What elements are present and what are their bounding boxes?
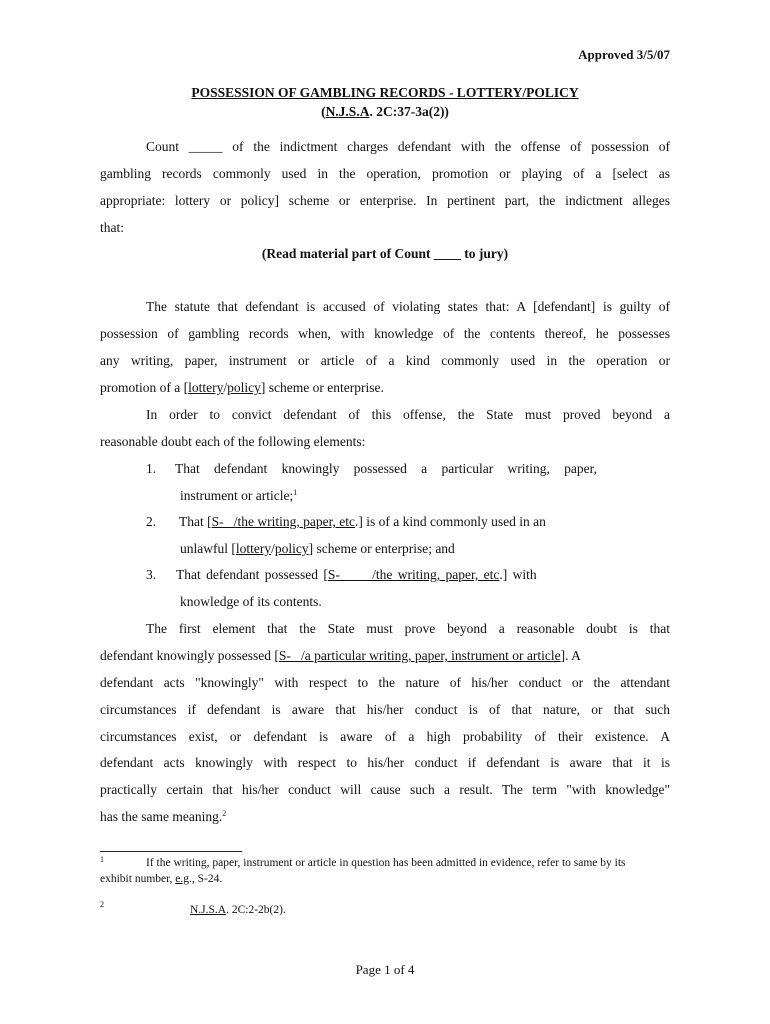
para1-line-1: Count _____ of the indictment charges defendant with the offense of possession of — [146, 139, 670, 154]
convict-line-2: reasonable doubt each of the following elements: — [100, 434, 366, 449]
first-element-line-8 — [100, 809, 670, 825]
first-element-l2-b: ]. A — [560, 648, 581, 663]
statute-line-1: The statute that defendant is accused of violating states that: A [defendant] is guilty of — [146, 299, 670, 314]
element-2-l2-a: unlawful [ — [180, 541, 236, 556]
footnote-1-l2-b: ., S-24. — [188, 873, 223, 885]
para1-line-4: that: — [100, 220, 124, 235]
statute-lottery: lottery — [188, 380, 224, 395]
element-3-number: 3. — [146, 567, 157, 582]
element-2-policy: policy — [274, 541, 309, 556]
footnote-1-eg: e.g — [175, 873, 189, 885]
page-number: Page 1 of 4 — [355, 962, 415, 977]
footnote-ref-1[interactable]: 1 — [293, 488, 298, 497]
first-element-item: S- /a particular writing, paper, instrument or article — [278, 648, 561, 663]
element-3-line-1 — [176, 567, 600, 583]
citation-abbr: N.J.S.A — [325, 104, 370, 119]
element-1-line-2 — [180, 488, 600, 504]
statute-policy: policy — [227, 380, 261, 395]
element-2-number: 2. — [146, 514, 157, 529]
element-3-b: .] with — [499, 567, 537, 582]
para1-line-3: appropriate: lottery or policy] scheme or enterprise. In pertinent part, the indictment alleges — [100, 193, 670, 208]
title-line-1: POSSESSION OF GAMBLING RECORDS - LOTTERY/POLICY — [191, 85, 579, 100]
convict-line-1: In order to convict defendant of this offense, the State must proved beyond a — [146, 407, 670, 422]
footnote-1-number: 1 — [100, 855, 104, 864]
statute-line-4 — [100, 380, 670, 396]
element-1-number: 1. — [146, 461, 157, 476]
statute-slash: / — [223, 380, 228, 395]
footnote-2-line — [190, 904, 490, 916]
para1-line-2: gambling records commonly used in the operation, promotion or playing of a [select as — [100, 166, 670, 181]
element-1-text: instrument or article; — [180, 488, 294, 503]
first-element-line-7: practically certain that his/her conduct will cause such a result. The term "with knowledge" — [100, 782, 670, 797]
first-element-line-4: circumstances if defendant is aware that his/her conduct is of that nature, or that such — [100, 702, 670, 717]
read-material-instruction: (Read material part of Count ____ to jury) — [261, 246, 509, 261]
element-3-a: That defendant possessed [ — [176, 567, 328, 582]
element-2-lottery: lottery — [235, 541, 272, 556]
element-2-line-1 — [179, 514, 599, 530]
first-element-line-3: defendant acts "knowingly" with respect to the nature of his/her conduct or the attendant — [100, 675, 670, 690]
footnote-1-line-1: If the writing, paper, instrument or article in question has been admitted in evidence, refer to same by its — [146, 857, 626, 869]
footnote-2-number: 2 — [100, 900, 104, 909]
footnote-ref-2[interactable]: 2 — [222, 809, 227, 818]
statute-citation — [0, 104, 770, 120]
footnote-separator — [100, 851, 242, 852]
statute-l4-b: ] scheme or enterprise. — [260, 380, 384, 395]
element-2-item: S- /the writing, paper, etc — [211, 514, 356, 529]
first-element-line-5: circumstances exist, or defendant is aware of a high probability of their existence. A — [100, 729, 670, 744]
page-title — [0, 85, 770, 101]
element-2-slash: / — [271, 541, 275, 556]
element-2-a: That [ — [179, 514, 212, 529]
footnote-1-line-2 — [100, 873, 670, 885]
statute-l4-a: promotion of a [ — [100, 380, 189, 395]
element-2-line-2 — [180, 541, 600, 557]
approval-date: Approved 3/5/07 — [578, 47, 670, 62]
citation-open: ( — [321, 104, 326, 119]
statute-line-3: any writing, paper, instrument or article of a kind commonly used in the operation or — [100, 353, 670, 368]
statute-line-2: possession of gambling records when, with knowledge of the contents thereof, he possesses — [100, 326, 670, 341]
element-3-line-2: knowledge of its contents. — [180, 594, 322, 609]
first-element-l8-text: has the same meaning. — [100, 809, 223, 824]
element-1-line-1: That defendant knowingly possessed a particular writing, paper, — [175, 461, 597, 476]
element-2-l2-b: ] scheme or enterprise; and — [308, 541, 455, 556]
footnote-2-rest: . 2C:2-2b(2). — [226, 904, 286, 916]
first-element-line-2 — [100, 648, 670, 664]
element-2-b: .] is of a kind commonly used in an — [355, 514, 546, 529]
first-element-line-1: The first element that the State must prove beyond a reasonable doubt is that — [146, 621, 670, 636]
footnote-1-l2-a: exhibit number, — [100, 873, 176, 885]
footnote-2-abbr: N.J.S.A — [190, 904, 227, 916]
first-element-line-6: defendant acts knowingly with respect to his/her conduct if defendant is aware that it is — [100, 755, 670, 770]
first-element-l2-a: defendant knowingly possessed [ — [100, 648, 279, 663]
element-3-item: S- /the writing, paper, etc — [327, 567, 500, 582]
citation-rest: . 2C:37-3a(2)) — [369, 104, 449, 119]
